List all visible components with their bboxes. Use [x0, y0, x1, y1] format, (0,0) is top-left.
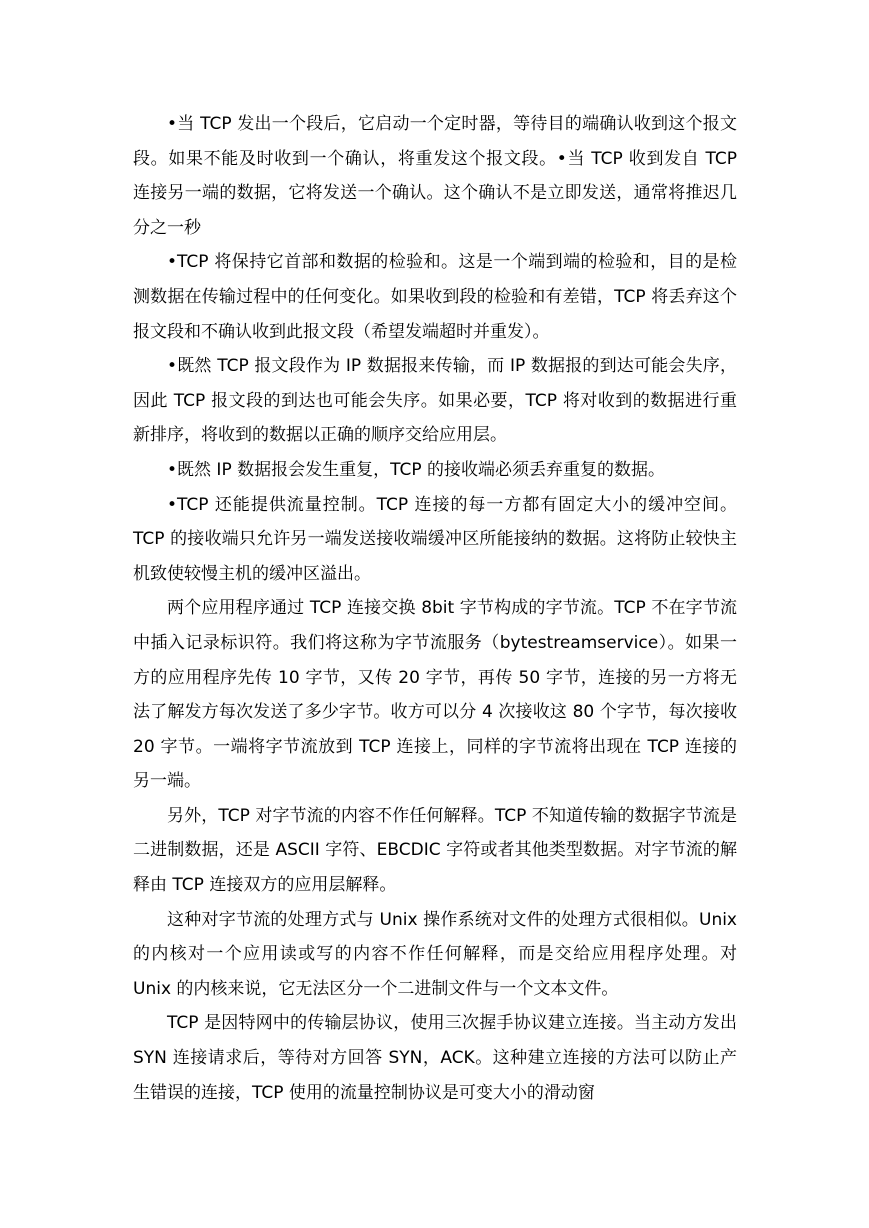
paragraph-reordering: •既然 TCP 报文段作为 IP 数据报来传输，而 IP 数据报的到达可能会失序，因此 TCP 报文段的到达也可能会失序。如果必要，TCP 将对收到的数据进行重新排序，将收到的数据以正确的顺序交给应用层。	[133, 356, 737, 446]
paragraph-retransmission-timer: •当 TCP 发出一个段后，它启动一个定时器，等待目的端确认收到这个报文段。如果不能及时收到一个确认，将重发这个报文段。•当 TCP 收到发自 TCP 连接另一端的数据，它将发送一个确认。这个确认不是立即发送，通常将推迟几分之一秒	[133, 114, 737, 238]
document-body	[133, 107, 737, 1110]
paragraph-no-interpretation: 另外，TCP 对字节流的内容不作任何解释。TCP 不知道传输的数据字节流是二进制数据，还是 ASCII 字符、EBCDIC 字符或者其他类型数据。对字节流的解释由 TCP 连接双方的应用层解释。	[133, 805, 737, 896]
paragraph-checksum: •TCP 将保持它首部和数据的检验和。这是一个端到端的检验和，目的是检测数据在传输过程中的任何变化。如果收到段的检验和有差错，TCP 将丢弃这个报文段和不确认收到此报文段（希望发端超时并重发）。	[133, 252, 737, 342]
paragraph-duplicates: •既然 IP 数据报会发生重复，TCP 的接收端必须丢弃重复的数据。	[167, 459, 666, 480]
paragraph-byte-stream: 两个应用程序通过 TCP 连接交换 8bit 字节构成的字节流。TCP 不在字节流中插入记录标识符。我们将这称为字节流服务（bytestreamservice）。如果一方的应用程序先传 10 字节，又传 20 字节，再传 50 字节，连接的另一方将无法了解发方每次发送了多少字节。收方可以分 4 次接收这 80 个字节，每次接收 20 字节。一端将字节流放到 TCP 连接上，同样的字节流将出现在 TCP 连接的另一端。	[133, 598, 737, 792]
paragraph-three-way-handshake: TCP 是因特网中的传输层协议，使用三次握手协议建立连接。当主动方发出 SYN 连接请求后，等待对方回答 SYN，ACK。这种建立连接的方法可以防止产生错误的连接，TCP 使用的流量控制协议是可变大小的滑动窗	[133, 1013, 737, 1103]
paragraph-flow-control: •TCP 还能提供流量控制。TCP 连接的每一方都有固定大小的缓冲空间。TCP 的接收端只允许另一端发送接收端缓冲区所能接纳的数据。这将防止较快主机致使较慢主机的缓冲区溢出。	[133, 494, 737, 584]
paragraph-unix-comparison: 这种对字节流的处理方式与 Unix 操作系统对文件的处理方式很相似。Unix 的内核对一个应用读或写的内容不作任何解释，而是交给应用程序处理。对 Unix 的内核来说，它无法区分一个二进制文件与一个文本文件。	[133, 909, 737, 999]
